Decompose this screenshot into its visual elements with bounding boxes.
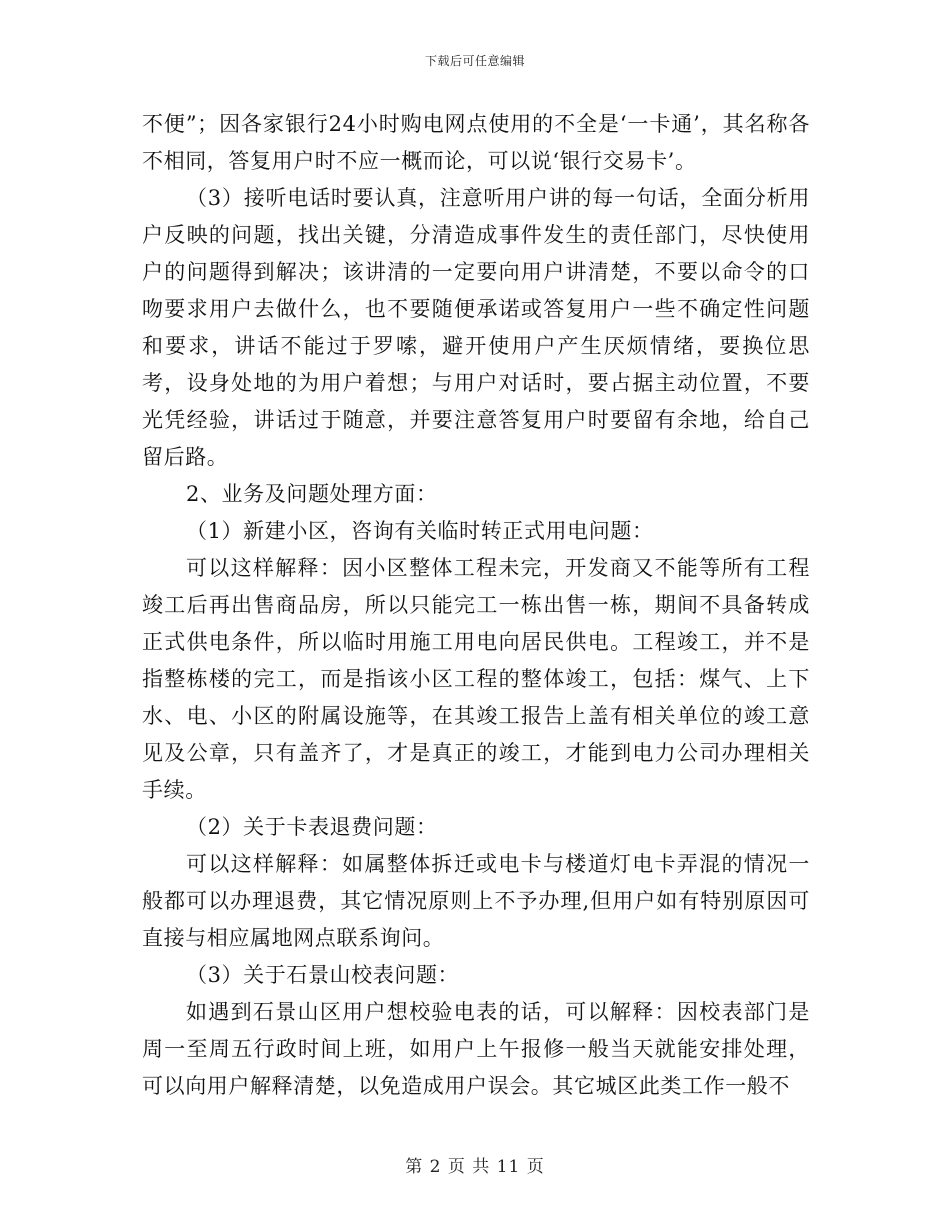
subheading-meter-calibration: （3）关于石景山校表问题： — [186, 963, 460, 987]
paragraph-meter-calibration: 如遇到石景山区用户想校验电表的话，可以解释：因校表部门是周一至周五行政时间上班，如用户上午报修一般当天就能安排处理，可以向用户解释清楚，以免造成用户误会。其它城区此类工作一般不 — [142, 1000, 810, 1098]
paragraph-phone-etiquette: （3）接听电话时要认真，注意听用户讲的每一句话，全面分析用户反映的问题，找出关键，分清造成事件发生的责任部门，尽快使用户的问题得到解决；该讲清的一定要向用户讲清楚，不要以命令的口吻要求用户去做什么，也不要随便承诺或答复用户一些不确定性问题和要求，讲话不能过于罗嗦，避开使用户产生厌烦情绪，要换位思考，设身处地的为用户着想；与用户对话时，要占据主动位置，不要光凭经验，讲话过于随意，并要注意答复用户时要留有余地，给自己留后路。 — [142, 186, 810, 469]
page-header: 下载后可任意编辑 — [424, 54, 525, 68]
paragraph-new-community: 可以这样解释：因小区整体工程未完，开发商又不能等所有工程竣工后再出售商品房，所以只能完工一栋出售一栋，期间不具备转成正式供电条件，所以临时用施工用电向居民供电。工程竣工，并不是指整栋楼的完工，而是指该小区工程的整体竣工，包括：煤气、上下水、电、小区的附属设施等，在其竣工报告上盖有相关单位的竣工意见及公章，只有盖齐了，才是真正的竣工，才能到电力公司办理相关手续。 — [142, 556, 810, 802]
section-heading-business: 2、业务及问题处理方面： — [186, 482, 438, 506]
paragraph-continuation: 不便”；因各家银行24小时购电网点使用的不全是‘一卡通’，其名称各不相同，答复用户时不应一概而论，可以说‘银行交易卡’。 — [142, 112, 810, 173]
subheading-new-community: （1）新建小区，咨询有关临时转正式用电问题： — [186, 519, 654, 543]
paragraph-card-refund: 可以这样解释：如属整体拆迁或电卡与楼道灯电卡弄混的情况一般都可以办理退费，其它情况原则上不予办理,但用户如有特别原因可直接与相应属地网点联系询问。 — [142, 852, 810, 950]
page-number-footer: 第 2 页 共 11 页 — [405, 1157, 545, 1177]
document-body — [142, 106, 810, 1105]
subheading-card-refund: （2）关于卡表退费问题： — [186, 815, 438, 839]
